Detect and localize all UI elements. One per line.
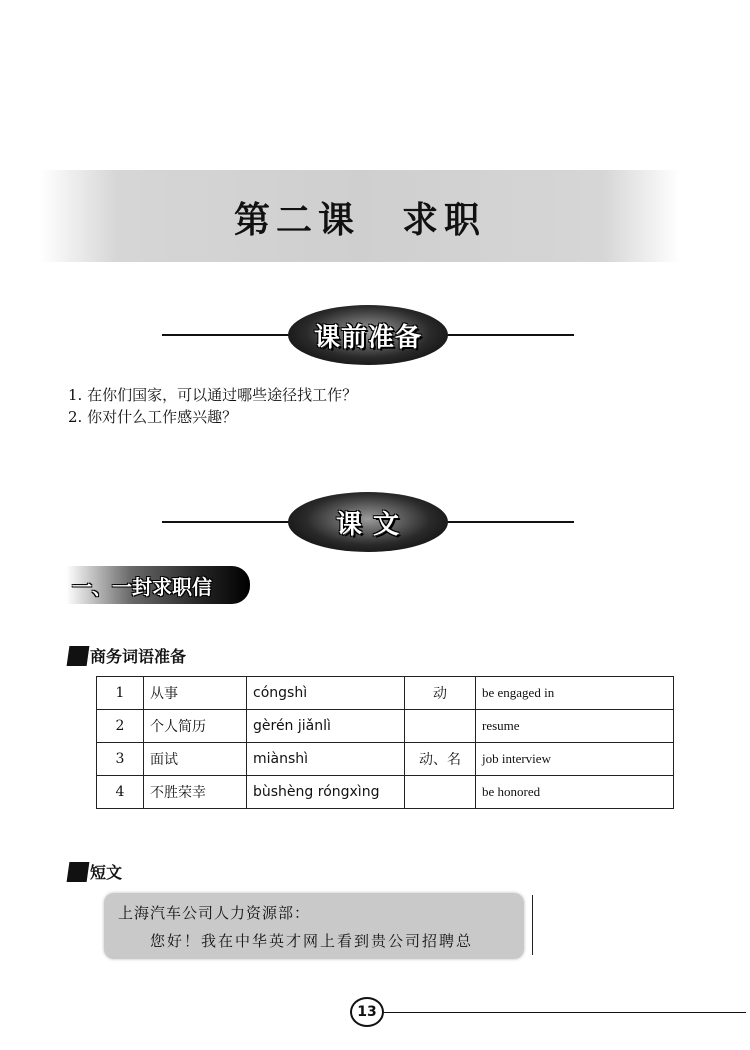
square-marker-icon bbox=[67, 646, 90, 666]
question-item: 1. 在你们国家，可以通过哪些途径找工作？ bbox=[68, 386, 358, 404]
text-part-title: 一、一封求职信 bbox=[72, 574, 212, 599]
letter-body-line: 您好！我在中华英才网上看到贵公司招聘总 bbox=[150, 932, 474, 950]
vocab-pos: 动 bbox=[405, 677, 476, 710]
letter-excerpt bbox=[104, 893, 524, 959]
text-section-badge bbox=[288, 492, 448, 552]
vocab-num: 4 bbox=[97, 776, 144, 809]
vocab-pos: 动、名 bbox=[405, 743, 476, 776]
preview-section-header bbox=[162, 305, 574, 365]
letter-margin-rule bbox=[532, 895, 533, 955]
text-section-header bbox=[162, 492, 574, 552]
vocab-word: 面试 bbox=[144, 743, 247, 776]
vocab-num: 2 bbox=[97, 710, 144, 743]
vocab-num: 1 bbox=[97, 677, 144, 710]
lesson-banner bbox=[40, 170, 680, 262]
lesson-title: 第二课 求职 bbox=[233, 200, 486, 241]
text-section-title: 课 文 bbox=[335, 509, 401, 540]
vocab-word: 从事 bbox=[144, 677, 247, 710]
page-number: 13 bbox=[350, 997, 384, 1027]
footer-rule bbox=[384, 1012, 746, 1013]
vocab-heading-label: 商务词语准备 bbox=[90, 647, 187, 666]
vocab-pinyin: gèrén jiǎnlì bbox=[247, 710, 405, 743]
question-item: 2. 你对什么工作感兴趣？ bbox=[68, 408, 238, 426]
vocab-table bbox=[96, 676, 674, 809]
vocab-english: resume bbox=[476, 710, 674, 743]
vocab-word: 不胜荣幸 bbox=[144, 776, 247, 809]
vocab-pinyin: miànshì bbox=[247, 743, 405, 776]
table-row bbox=[97, 710, 674, 743]
vocab-heading bbox=[68, 644, 186, 667]
vocab-english: be engaged in bbox=[476, 677, 674, 710]
vocab-pinyin: bùshèng róngxìng bbox=[247, 776, 405, 809]
letter-salutation: 上海汽车公司人力资源部： bbox=[118, 904, 311, 922]
square-marker-icon bbox=[67, 862, 90, 882]
vocab-num: 3 bbox=[97, 743, 144, 776]
vocab-english: job interview bbox=[476, 743, 674, 776]
short-text-heading bbox=[68, 860, 122, 883]
vocab-pos bbox=[405, 710, 476, 743]
preview-section-title: 课前准备 bbox=[313, 322, 422, 353]
vocab-pos bbox=[405, 776, 476, 809]
table-row bbox=[97, 776, 674, 809]
text-part-header bbox=[66, 566, 250, 604]
question-list bbox=[68, 384, 357, 428]
table-row bbox=[97, 677, 674, 710]
vocab-word: 个人简历 bbox=[144, 710, 247, 743]
preview-section-badge bbox=[288, 305, 448, 365]
short-text-heading-label: 短文 bbox=[90, 863, 123, 882]
vocab-english: be honored bbox=[476, 776, 674, 809]
table-row bbox=[97, 743, 674, 776]
vocab-pinyin: cóngshì bbox=[247, 677, 405, 710]
